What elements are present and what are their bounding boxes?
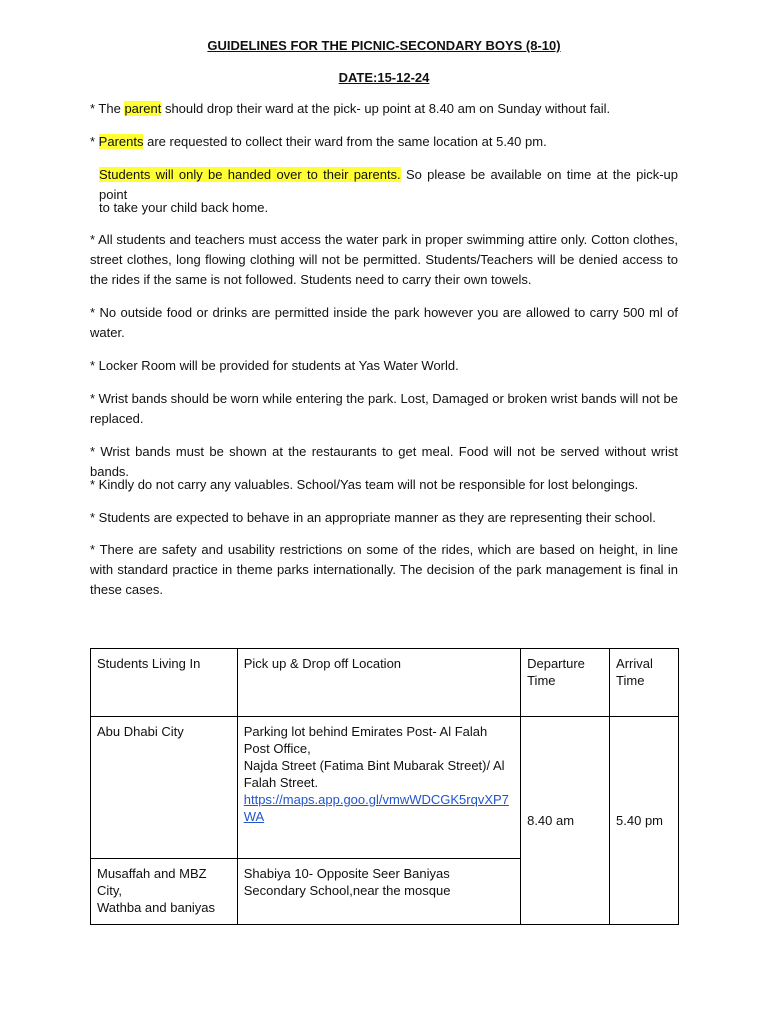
highlight-handover: Students will only be handed over to their parents. (99, 167, 401, 182)
guideline-locker: * Locker Room will be provided for students at Yas Water World. (90, 358, 459, 373)
table-row (91, 717, 679, 859)
location-line: Parking lot behind Emirates Post- Al Falah Post Office, (243, 724, 488, 756)
guideline-text: are requested to collect their ward from the same location at 5.40 pm. (143, 134, 547, 149)
highlight-parent: parent (124, 101, 162, 116)
guideline-valuables: * Kindly do not carry any valuables. School/Yas team will not be responsible for lost belongings. (90, 477, 639, 492)
map-link[interactable]: https://maps.app.goo.gl/vmwWDCGK5rqvXP7WA (243, 792, 509, 824)
guideline-text: * The (90, 101, 125, 116)
area-line: Musaffah and MBZ City, (97, 866, 207, 898)
guideline-drop-off (90, 99, 678, 119)
cell-area: Abu Dhabi City (91, 717, 238, 859)
location-line: Najda Street (Fatima Bint Mubarak Street)/ Al Falah Street. (243, 758, 505, 790)
guideline-collection (90, 132, 678, 152)
header-pickup-location: Pick up & Drop off Location (237, 649, 520, 717)
guideline-wristbands: * Wrist bands should be worn while entering the park. Lost, Damaged or broken wrist bands will not be replaced. (90, 391, 678, 426)
header-departure-time: Departure Time (521, 649, 610, 717)
area-line: Wathba and baniyas (97, 900, 216, 915)
guideline-wristbands-meal: * Wrist bands must be shown at the restaurants to get meal. Food will not be served without wrist bands. (90, 444, 678, 479)
cell-location: Shabiya 10- Opposite Seer Baniyas Secondary School,near the mosque (237, 859, 520, 925)
document-title: GUIDELINES FOR THE PICNIC-SECONDARY BOYS (8-10) (207, 38, 561, 53)
cell-location (237, 717, 520, 859)
guideline-behaviour: * Students are expected to behave in an appropriate manner as they are representing their school. (90, 510, 656, 525)
header-students-living-in: Students Living In (91, 649, 238, 717)
header-arrival-time: Arrival Time (610, 649, 679, 717)
guideline-text: should drop their ward at the pick- up point at 8.40 am on Sunday without fail. (161, 101, 611, 116)
table-header-row (91, 649, 679, 717)
guideline-text: * (90, 134, 99, 149)
guideline-food-drinks: * No outside food or drinks are permitted inside the park however you are allowed to carry 500 ml of water. (90, 305, 678, 340)
document-date: DATE:15-12-24 (338, 70, 430, 85)
guideline-swim-attire: * All students and teachers must access the water park in proper swimming attire only. Cotton clothes, street clothes, long flowing clothing will not be permitted. Students/Teachers will be denied access to the rides if the same is not followed. Students need to carry their own towels. (90, 232, 678, 287)
pickup-location-table (90, 648, 679, 925)
cell-departure-time: 8.40 am (521, 717, 610, 925)
cell-arrival-time: 5.40 pm (610, 717, 679, 925)
cell-area (91, 859, 238, 925)
guideline-text: So please be available on time at the pick-up point (99, 167, 678, 202)
guideline-handover-line2: to take your child back home. (99, 200, 269, 215)
guideline-ride-restrictions: * There are safety and usability restrictions on some of the rides, which are based on height, in line with standard practice in theme parks internationally. The decision of the park management is final in these cases. (90, 542, 678, 597)
highlight-parents: Parents (98, 134, 144, 149)
